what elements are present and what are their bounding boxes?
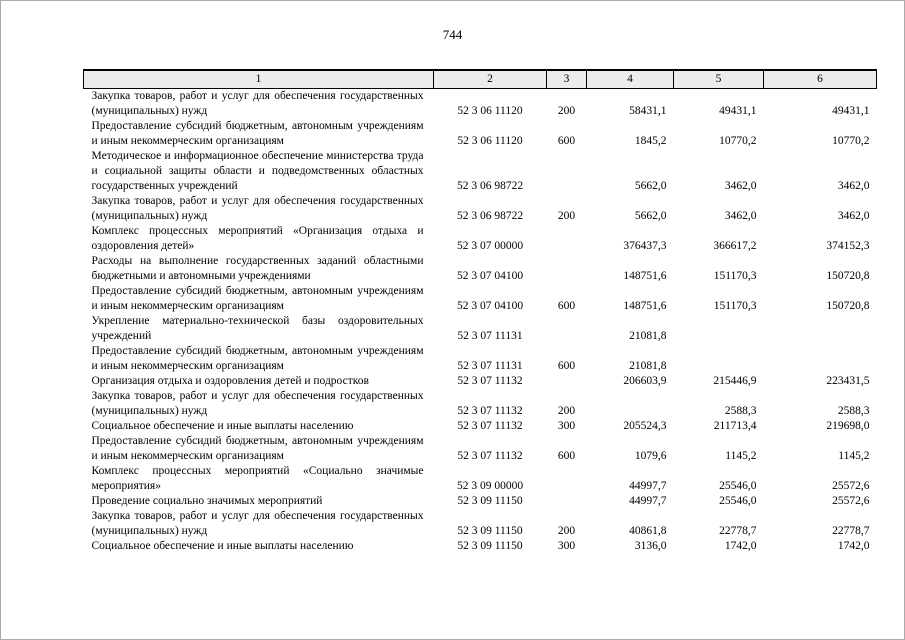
column-header-6: 6	[764, 70, 877, 89]
row-name: Социальное обеспечение и иные выплаты населению	[91, 540, 354, 552]
table-row	[84, 224, 877, 254]
row-amount-col6: 10770,2	[832, 135, 870, 147]
row-name: Проведение социально значимых мероприятий	[91, 495, 323, 507]
table-row	[84, 344, 877, 374]
row-amount-col4: 40861,8	[629, 525, 667, 537]
row-amount-col4: 148751,6	[623, 270, 667, 282]
row-group-code: 200	[557, 210, 576, 222]
row-name: Закупка товаров, работ и услуг для обеспечения государственных (муниципальных) нужд	[91, 90, 424, 117]
row-code: 52 3 09 11150	[457, 495, 523, 507]
row-amount-col5: 49431,1	[719, 105, 757, 117]
table-row	[84, 464, 877, 494]
row-group-code	[547, 464, 587, 494]
row-amount-col6: 3462,0	[837, 180, 870, 192]
row-amount-col6: 25572,6	[832, 495, 870, 507]
row-group-code	[547, 254, 587, 284]
row-name: Предоставление субсидий бюджетным, автономным учреждениям и иным некоммерческим организациям	[91, 435, 424, 462]
row-group-code: 200	[557, 405, 576, 417]
table-row	[84, 374, 877, 389]
row-amount-col6: 1742,0	[837, 540, 870, 552]
table-row	[84, 494, 877, 509]
row-code: 52 3 09 00000	[456, 480, 524, 492]
row-amount-col6: 3462,0	[837, 210, 870, 222]
row-amount-col4: 1079,6	[634, 450, 667, 462]
row-name: Социальное обеспечение и иные выплаты населению	[91, 420, 354, 432]
row-code: 52 3 07 11132	[457, 450, 523, 462]
row-amount-col6	[764, 344, 877, 374]
column-header-3: 3	[547, 70, 587, 89]
row-amount-col4: 148751,6	[623, 300, 667, 312]
row-amount-col4: 21081,8	[629, 360, 667, 372]
table-row	[84, 119, 877, 149]
row-code: 52 3 09 11150	[457, 540, 523, 552]
table-header-row	[84, 70, 877, 89]
row-amount-col4: 58431,1	[629, 105, 667, 117]
row-name: Расходы на выполнение государственных заданий областными бюджетными и автономными учреждениями	[91, 255, 424, 282]
row-amount-col4: 3136,0	[634, 540, 667, 552]
table-row	[84, 149, 877, 194]
row-group-code	[547, 374, 587, 389]
row-code: 52 3 07 04100	[456, 300, 524, 312]
row-code: 52 3 07 11131	[457, 360, 523, 372]
row-group-code	[547, 494, 587, 509]
row-group-code	[547, 149, 587, 194]
column-header-5: 5	[674, 70, 764, 89]
row-amount-col4	[587, 389, 674, 419]
row-amount-col5: 151170,3	[713, 300, 757, 312]
table-row	[84, 314, 877, 344]
table-row	[84, 284, 877, 314]
budget-table-header	[84, 70, 877, 89]
row-name: Комплекс процессных мероприятий «Организация отдыха и оздоровления детей»	[91, 225, 424, 252]
row-amount-col5: 215446,9	[713, 375, 757, 387]
row-amount-col6: 219698,0	[826, 420, 870, 432]
row-code: 52 3 07 11131	[457, 330, 523, 342]
row-group-code: 600	[557, 300, 576, 312]
row-name: Укрепление материально-технической базы оздоровительных учреждений	[91, 315, 424, 342]
row-group-code	[547, 314, 587, 344]
row-group-code: 200	[557, 525, 576, 537]
table-row	[84, 254, 877, 284]
table-row	[84, 89, 877, 120]
row-amount-col6: 22778,7	[832, 525, 870, 537]
row-code: 52 3 07 00000	[456, 240, 524, 252]
row-amount-col5: 3462,0	[724, 210, 757, 222]
table-row	[84, 509, 877, 539]
row-code: 52 3 07 11132	[457, 375, 523, 387]
row-name: Предоставление субсидий бюджетным, автономным учреждениям и иным некоммерческим организациям	[91, 120, 424, 147]
row-amount-col5: 211713,4	[713, 420, 757, 432]
row-amount-col4: 44997,7	[629, 495, 667, 507]
row-amount-col5: 2588,3	[724, 405, 757, 417]
row-group-code: 300	[557, 420, 576, 432]
row-amount-col5: 22778,7	[719, 525, 757, 537]
row-name: Методическое и информационное обеспечение министерства труда и социальной защиты области и подведомственных областных государственных учреждений	[91, 150, 424, 192]
row-amount-col4: 5662,0	[634, 210, 667, 222]
row-amount-col5: 3462,0	[724, 180, 757, 192]
page-number: 744	[442, 27, 463, 42]
row-amount-col4: 44997,7	[629, 480, 667, 492]
row-amount-col5	[674, 314, 764, 344]
table-row	[84, 389, 877, 419]
row-amount-col5: 1145,2	[725, 450, 757, 462]
table-row	[84, 194, 877, 224]
row-code: 52 3 06 11120	[457, 135, 523, 147]
row-amount-col5	[674, 344, 764, 374]
row-amount-col4: 5662,0	[634, 180, 667, 192]
row-name: Предоставление субсидий бюджетным, автономным учреждениям и иным некоммерческим организациям	[91, 345, 424, 372]
row-amount-col5: 1742,0	[724, 540, 757, 552]
row-amount-col6	[764, 314, 877, 344]
column-header-1: 1	[84, 70, 434, 89]
row-group-code: 600	[557, 360, 576, 372]
row-amount-col6: 1145,2	[838, 450, 870, 462]
budget-table-body	[84, 89, 877, 555]
row-amount-col5: 151170,3	[713, 270, 757, 282]
budget-table	[83, 69, 877, 554]
table-row	[84, 539, 877, 554]
row-amount-col6: 223431,5	[826, 375, 870, 387]
row-group-code: 600	[557, 135, 576, 147]
row-amount-col6: 150720,8	[826, 300, 870, 312]
row-name: Комплекс процессных мероприятий «Социально значимые мероприятия»	[91, 465, 424, 492]
row-group-code: 600	[557, 450, 576, 462]
row-code: 52 3 07 11132	[457, 405, 523, 417]
row-group-code	[547, 224, 587, 254]
row-group-code: 300	[557, 540, 576, 552]
row-name: Закупка товаров, работ и услуг для обеспечения государственных (муниципальных) нужд	[91, 510, 424, 537]
row-code: 52 3 06 98722	[456, 180, 524, 192]
row-code: 52 3 06 98722	[456, 210, 524, 222]
table-row	[84, 419, 877, 434]
row-amount-col4: 21081,8	[629, 330, 667, 342]
row-name: Организация отдыха и оздоровления детей и подростков	[91, 375, 369, 387]
row-amount-col4: 1845,2	[634, 135, 667, 147]
row-name: Предоставление субсидий бюджетным, автономным учреждениям и иным некоммерческим организациям	[91, 285, 424, 312]
row-code: 52 3 07 11132	[457, 420, 523, 432]
row-code: 52 3 09 11150	[457, 525, 523, 537]
row-amount-col5: 25546,0	[719, 480, 757, 492]
row-amount-col5: 366617,2	[713, 240, 757, 252]
row-code: 52 3 06 11120	[457, 105, 523, 117]
row-amount-col4: 205524,3	[623, 420, 667, 432]
row-amount-col5: 25546,0	[719, 495, 757, 507]
row-amount-col6: 25572,6	[832, 480, 870, 492]
row-amount-col5: 10770,2	[719, 135, 757, 147]
row-amount-col6: 2588,3	[837, 405, 870, 417]
row-amount-col4: 376437,3	[623, 240, 667, 252]
column-header-2: 2	[434, 70, 547, 89]
row-amount-col4: 206603,9	[623, 375, 667, 387]
row-code: 52 3 07 04100	[456, 270, 524, 282]
row-amount-col6: 150720,8	[826, 270, 870, 282]
column-header-4: 4	[587, 70, 674, 89]
row-amount-col6: 49431,1	[832, 105, 870, 117]
row-name: Закупка товаров, работ и услуг для обеспечения государственных (муниципальных) нужд	[91, 195, 424, 222]
table-row	[84, 434, 877, 464]
row-group-code: 200	[557, 105, 576, 117]
row-name: Закупка товаров, работ и услуг для обеспечения государственных (муниципальных) нужд	[91, 390, 424, 417]
row-amount-col6: 374152,3	[826, 240, 870, 252]
